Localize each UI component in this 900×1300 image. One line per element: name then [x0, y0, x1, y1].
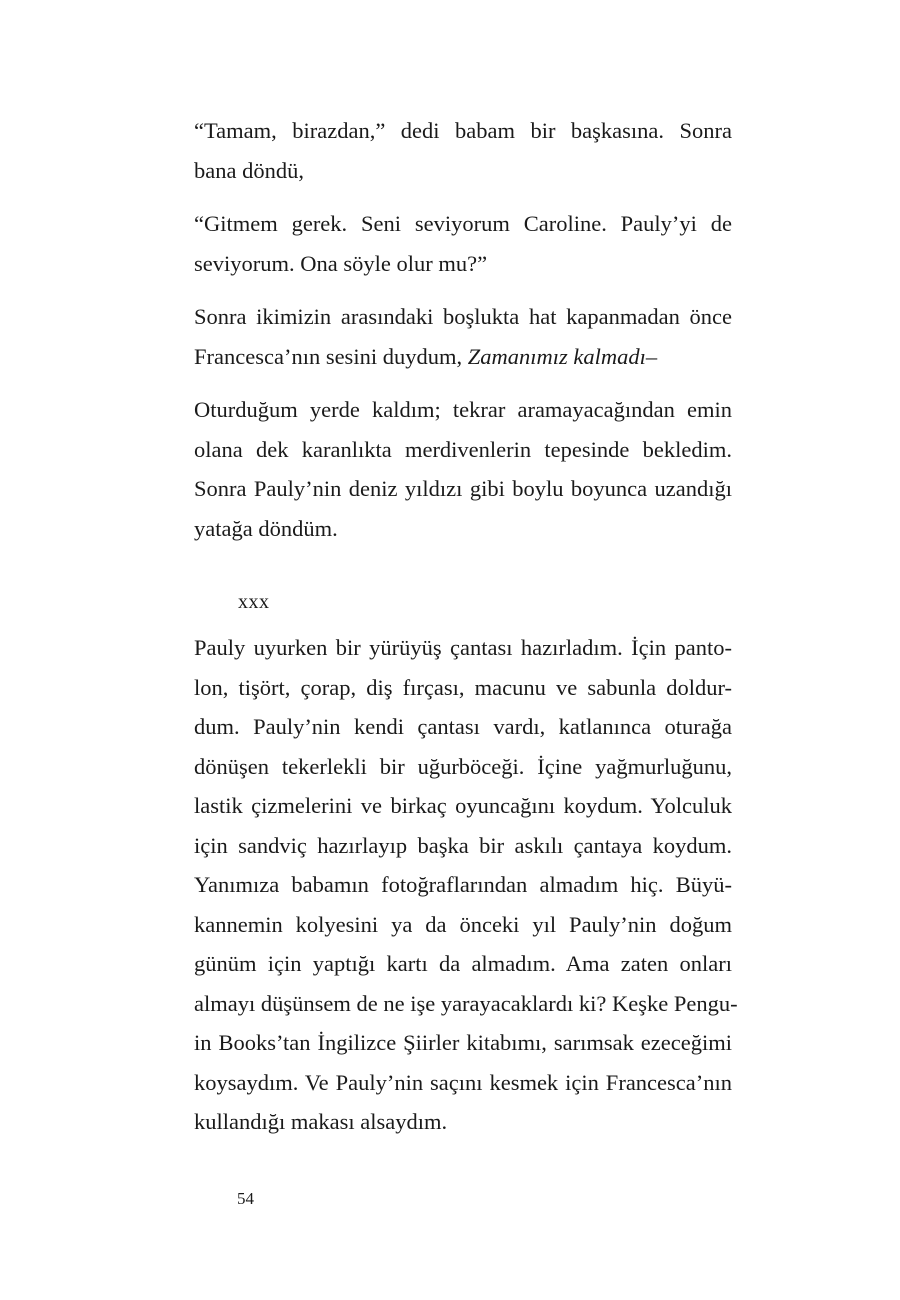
text-line: almayı düşünsem de ne işe yarayacaklardı ki? Keşke Pengu-: [194, 990, 738, 1016]
section-gap: [194, 548, 732, 582]
text-line: Yanımıza babamın fotoğraflarından almadım hiç. Büyü-: [194, 872, 732, 897]
page-body: [194, 111, 738, 1142]
text-line: için sandviç hazırlayıp başka bir askılı çantaya koydum.: [194, 832, 732, 858]
text-line: günüm için yaptığı kartı da almadım. Ama zaten onları: [194, 951, 732, 976]
paragraph-gap: [194, 376, 732, 390]
text-line-plain: Francesca’nın sesini duydum,: [194, 343, 468, 369]
text-line: lastik çizmelerini ve birkaç oyuncağını koydum. Yolculuk: [194, 793, 732, 818]
paragraph: [194, 390, 732, 548]
paragraph: [194, 628, 738, 1142]
italic-speech: Zamanımız kalmadı–: [467, 343, 658, 369]
text-line: seviyorum. Ona söyle olur mu?”: [194, 250, 488, 276]
text-line: olana dek karanlıkta merdivenlerin tepesinde bekledim.: [194, 436, 732, 462]
paragraph: [194, 297, 732, 376]
paragraph-gap: [194, 283, 732, 297]
text-line: yatağa döndüm.: [194, 515, 338, 541]
text-line: lon, tişört, çorap, diş fırçası, macunu ve sabunla doldur-: [194, 674, 732, 700]
text-line: dum. Pauly’nin kendi çantası vardı, katlanınca oturağa: [194, 714, 732, 739]
section-break: xxx: [238, 591, 270, 613]
text-line: Sonra ikimizin arasındaki boşlukta hat kapanmadan önce: [194, 304, 732, 329]
text-line: kannemin kolyesini ya da önceki yıl Pauly’nin doğum: [194, 911, 732, 937]
text-line: Sonra Pauly’nin deniz yıldızı gibi boylu boyunca uzandığı: [194, 476, 732, 501]
paragraph: [194, 111, 732, 190]
text-line: dönüşen tekerlekli bir uğurböceği. İçine yağmurluğunu,: [194, 753, 732, 779]
paragraph-gap: [194, 190, 732, 204]
text-line: kullandığı makası alsaydım.: [194, 1109, 448, 1134]
text-line: Oturduğum yerde kaldım; tekrar aramayacağından emin: [194, 397, 732, 422]
text-line: koysaydım. Ve Pauly’nin saçını kesmek için Francesca’nın: [194, 1069, 732, 1095]
text-line: in Books’tan İngilizce Şiirler kitabımı, sarımsak ezeceğimi: [194, 1030, 732, 1055]
text-line: “Tamam, birazdan,” dedi babam bir başkasına. Sonra: [194, 118, 732, 143]
page-number: 54: [237, 1189, 254, 1208]
text-line: “Gitmem gerek. Seni seviyorum Caroline. Pauly’yi de: [194, 211, 732, 236]
text-line: [194, 337, 732, 377]
paragraph: [194, 204, 732, 283]
text-line: Pauly uyurken bir yürüyüş çantası hazırladım. İçin panto-: [194, 635, 732, 660]
text-line: bana döndü,: [194, 157, 304, 183]
